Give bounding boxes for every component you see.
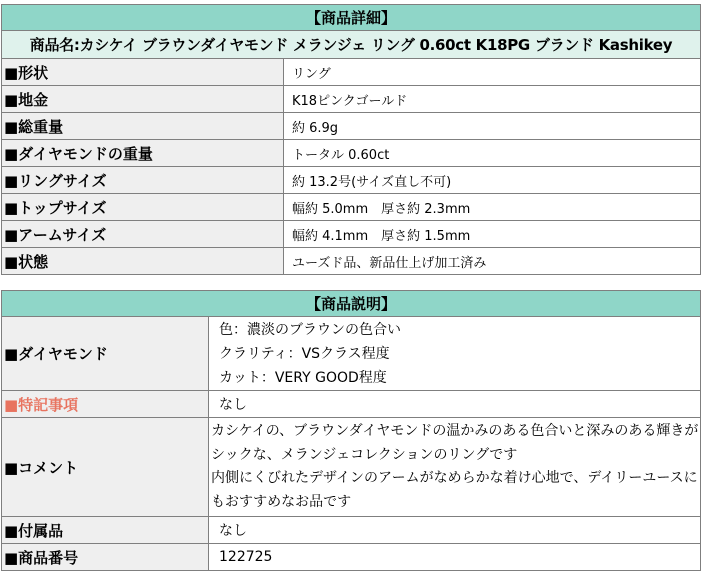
product-name: 商品名:カシケイ ブラウンダイヤモンド メランジェ リング 0.60ct K18PG ブランド Kashikey [2,31,701,59]
detail-value: 約 13.2号(サイズ直し不可) [284,167,701,194]
item-number-value: 122725 [209,544,701,571]
comment-line: 内側にくびれたデザインのアームがなめらかな着け心地で、デイリーユースにもおすすめなお品です [211,470,698,510]
detail-value: K18ピンクゴールド [284,86,701,113]
item-number-label: ■商品番号 [2,544,209,571]
detail-value: トータル 0.60ct [284,140,701,167]
detail-label: ■リングサイズ [2,167,284,194]
diamond-cut: カット：VERY GOOD程度 [219,369,387,386]
product-details-table [1,4,701,275]
details-header: 【商品詳細】 [2,5,701,31]
detail-label: ■アームサイズ [2,221,284,248]
diamond-color: 色：濃淡のブラウンの色合い [219,321,401,338]
detail-row [2,194,701,221]
diamond-label: ■ダイヤモンド [2,317,209,391]
accessories-row [2,517,701,544]
comment-row [2,418,701,517]
item-number-row [2,544,701,571]
detail-value: 幅約 5.0mm 厚さ約 2.3mm [284,194,701,221]
diamond-clarity: クラリティ：VSクラス程度 [219,345,390,362]
detail-row [2,59,701,86]
description-header: 【商品説明】 [2,291,701,317]
special-notes-value: なし [209,391,701,418]
detail-label: ■総重量 [2,113,284,140]
comment-label: ■コメント [2,418,209,517]
detail-row [2,221,701,248]
detail-value: 約 6.9g [284,113,701,140]
comment-line: カシケイの、ブラウンダイヤモンドの温かみのある色合いと深みのある輝きがシックな、メランジェコレクションのリングです [211,423,699,463]
diamond-row [2,317,701,391]
special-notes-row [2,391,701,418]
detail-row [2,140,701,167]
accessories-value: なし [209,517,701,544]
accessories-label: ■付属品 [2,517,209,544]
detail-row [2,167,701,194]
detail-value: ユーズド品、新品仕上げ加工済み [284,248,701,275]
detail-row [2,248,701,275]
special-notes-label: ■特記事項 [2,391,209,418]
detail-label: ■地金 [2,86,284,113]
detail-value: 幅約 4.1mm 厚さ約 1.5mm [284,221,701,248]
comment-text [209,418,701,517]
detail-label: ■トップサイズ [2,194,284,221]
detail-row [2,113,701,140]
detail-label: ■ダイヤモンドの重量 [2,140,284,167]
product-description-table [1,290,701,571]
diamond-info [209,317,701,391]
detail-label: ■状態 [2,248,284,275]
detail-value: リング [284,59,701,86]
detail-label: ■形状 [2,59,284,86]
detail-row [2,86,701,113]
